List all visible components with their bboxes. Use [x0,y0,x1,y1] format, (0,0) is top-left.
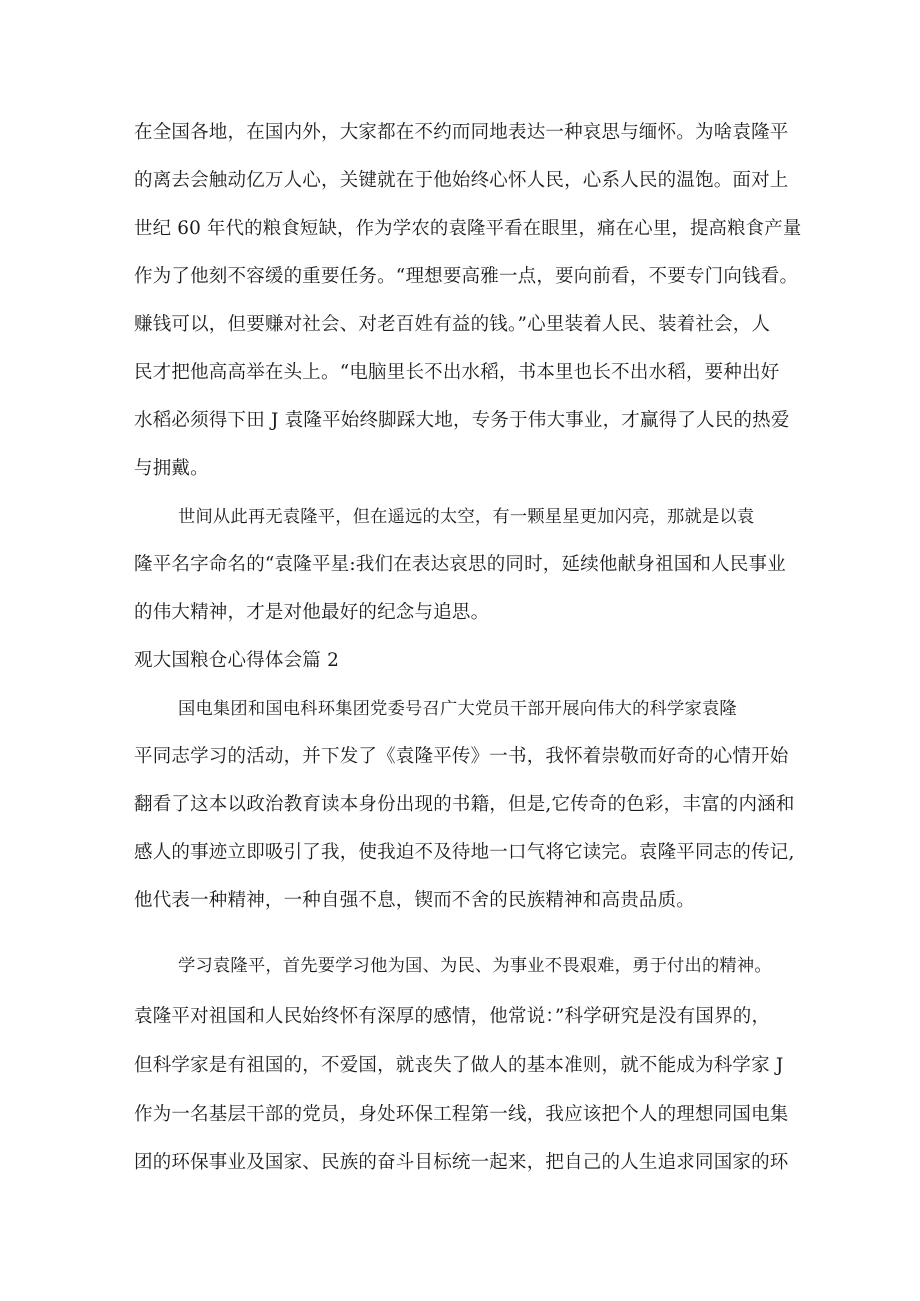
paragraph-3-line-3: 翻看了这本以政治教育读本身份出现的书籍，但是,它传奇的色彩，丰富的内涵和 [134,794,795,815]
paragraph-3-line-5: 他代表一种精神，一种自强不息，锲而不舍的民族精神和高贵品质。 [134,890,696,911]
paragraph-3-line-1: 国电集团和国电科环集团党委号召广大党员干部开展向伟大的科学家袁隆 [178,699,737,719]
paragraph-1-line-5: 赚钱可以，但要赚对社会、对老百姓有益的钱。”心里装着人民、装着社会，人 [134,314,771,335]
paragraph-2-line-3: 的伟大精神，才是对他最好的纪念与追思。 [134,602,490,623]
paragraph-2-line-2: 隆平名字命名的“袁隆平星:我们在表达哀思的同时，延续他献身祖国和人民事业 [134,554,786,575]
section-heading: 观大国粮仓心得体会篇 2 [134,650,340,671]
paragraph-4-line-3: 但科学家是有祖国的，不爱国，就丧失了做人的基本准则，就不能成为科学家 J [134,1055,784,1076]
paragraph-1-line-7: 水稻必须得下田 J 袁隆平始终脚踩大地，专务于伟大事业，才赢得了人民的热爱 [134,410,790,431]
paragraph-1-line-1: 在全国各地，在国内外，大家都在不约而同地表达一种哀思与缅怀。为啥袁隆平 [134,122,789,143]
paragraph-4-line-4: 作为一名基层干部的党员，身处环保工程第一线，我应该把个人的理想同国电集 [134,1104,789,1125]
paragraph-4-line-2: 袁隆平对祖国和人民始终怀有深厚的感情，他常说：”科学研究是没有国界的， [134,1006,771,1027]
paragraph-4-line-1: 学习袁隆平，首先要学习他为国、为民、为事业不畏艰难，勇于付出的精神。 [178,956,772,976]
paragraph-1-line-2: 的离去会触动亿万人心，关键就在于他始终心怀人民，心系人民的温饱。面对上 [134,170,789,191]
paragraph-1-line-4: 作为了他刻不容缓的重要任务。“理想要高雅一点，要向前看，不要专门向钱看。 [134,266,799,287]
paragraph-2-line-1: 世间从此再无袁隆平，但在遥远的太空，有一颗星星更加闪亮，那就是以袁 [178,507,755,527]
paragraph-3-line-4: 感人的事迹立即吸引了我，使我迫不及待地一口气将它读完。袁隆平同志的传记, [134,842,795,863]
paragraph-1-line-8: 与拥戴。 [134,458,209,479]
paragraph-4-line-5: 团的环保事业及国家、民族的奋斗目标统一起来，把自己的人生追求同国家的环 [134,1152,789,1173]
paragraph-3-line-2: 平同志学习的活动，并下发了《袁隆平传》一书，我怀着崇敬而好奇的心情开始 [134,746,789,767]
paragraph-1-line-6: 民才把他高高举在头上。“电脑里长不出水稻，书本里也长不出水稻，要种出好 [134,362,780,383]
paragraph-1-line-3: 世纪 60 年代的粮食短缺，作为学农的袁隆平看在眼里，痛在心里，提高粮食产量 [134,218,802,239]
